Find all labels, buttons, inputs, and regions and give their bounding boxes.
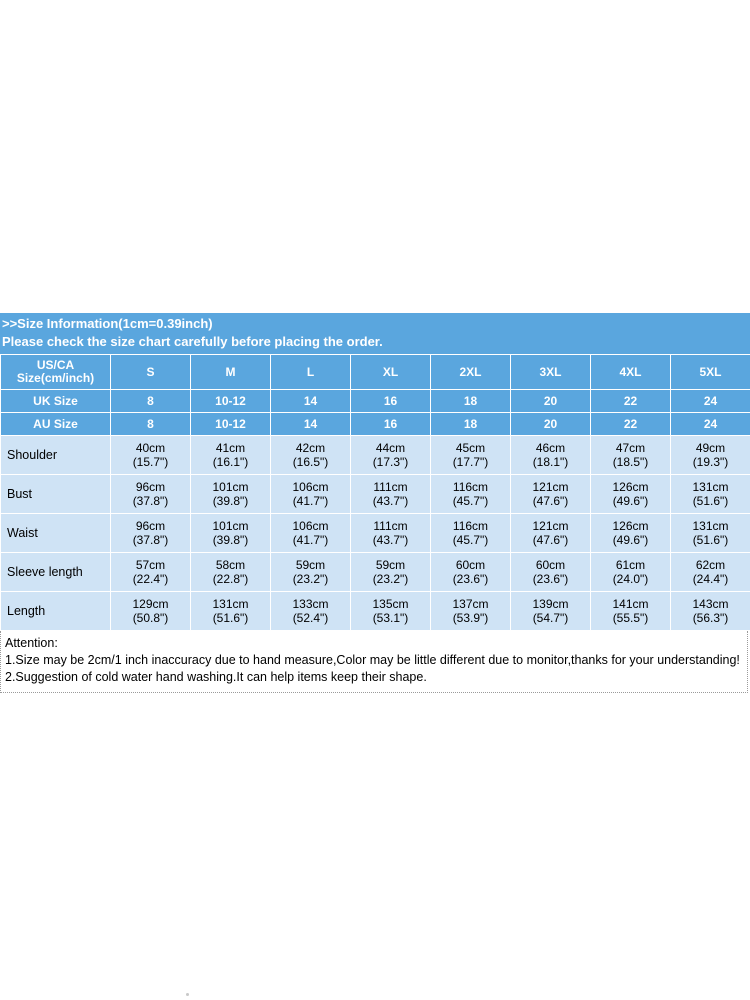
measure-cell [431, 514, 511, 553]
measure-cm: 59cm [375, 558, 406, 572]
measure-cm: 131cm [212, 597, 249, 611]
measure-inch: (43.7") [372, 533, 409, 547]
measure-cm: 41cm [215, 441, 246, 455]
banner-line-2: Please check the size chart carefully before placing the order. [2, 334, 383, 349]
measure-cell [671, 436, 750, 475]
measure-inch: (51.6") [212, 611, 249, 625]
measure-cm: 121cm [532, 480, 569, 494]
measure-cm: 141cm [612, 597, 649, 611]
measure-cm: 133cm [292, 597, 329, 611]
table-header-row-uk [1, 390, 750, 413]
measure-cell [111, 553, 191, 592]
au-size-cell: 20 [511, 413, 591, 436]
measure-inch: (37.8") [132, 494, 169, 508]
measure-inch: (16.1") [212, 455, 249, 469]
table-row [1, 436, 750, 475]
measure-cell [351, 553, 431, 592]
measure-cell [431, 553, 511, 592]
measure-inch: (49.6") [612, 533, 649, 547]
header-cell-size: S [111, 355, 191, 390]
au-size-cell: 22 [591, 413, 671, 436]
measure-cm: 60cm [455, 558, 486, 572]
measure-cell [271, 436, 351, 475]
size-chart-container [0, 313, 750, 693]
measure-cm: 111cm [373, 519, 408, 533]
uk-size-cell: 18 [431, 390, 511, 413]
measure-cell [431, 436, 511, 475]
attention-note [0, 631, 748, 693]
au-size-cell: 24 [671, 413, 750, 436]
row-label: Sleeve length [1, 553, 111, 592]
measure-inch: (17.3") [372, 455, 409, 469]
measure-cm: 58cm [215, 558, 246, 572]
measure-inch: (52.4") [292, 611, 329, 625]
au-size-cell: 14 [271, 413, 351, 436]
measure-cell [591, 436, 671, 475]
measure-cell [111, 592, 191, 631]
measure-cm: 131cm [692, 480, 729, 494]
size-chart-table [0, 354, 750, 631]
measure-cm: 106cm [292, 519, 329, 533]
measure-inch: (18.1") [532, 455, 569, 469]
measure-cm: 42cm [295, 441, 326, 455]
measure-cell [111, 475, 191, 514]
banner-line-1: >>Size Information(1cm=0.39inch) [2, 316, 213, 331]
measure-cm: 135cm [372, 597, 409, 611]
measure-inch: (39.8") [212, 533, 249, 547]
measure-cell [591, 514, 671, 553]
measure-inch: (47.6") [532, 494, 569, 508]
size-information-banner [0, 313, 750, 354]
measure-inch: (45.7") [452, 494, 489, 508]
measure-cm: 121cm [532, 519, 569, 533]
table-row [1, 475, 750, 514]
measure-inch: (24.0") [612, 572, 649, 586]
uk-size-cell: 8 [111, 390, 191, 413]
measure-cm: 106cm [292, 480, 329, 494]
row-label: Bust [1, 475, 111, 514]
measure-inch: (15.7") [132, 455, 169, 469]
measure-inch: (16.5") [292, 455, 329, 469]
measure-cell [671, 592, 750, 631]
au-size-cell: 18 [431, 413, 511, 436]
attention-line-2: 2.Suggestion of cold water hand washing.It can help items keep their shape. [5, 670, 427, 684]
measure-cm: 60cm [535, 558, 566, 572]
attention-title: Attention: [5, 636, 58, 650]
measure-cell [671, 514, 750, 553]
uk-size-cell: 20 [511, 390, 591, 413]
measure-cell [671, 475, 750, 514]
header-cell-uscs-label [1, 355, 111, 390]
measure-inch: (41.7") [292, 533, 329, 547]
measure-cell [431, 475, 511, 514]
measure-cell [671, 553, 750, 592]
measure-inch: (18.5") [612, 455, 649, 469]
header-cell-size: 4XL [591, 355, 671, 390]
measure-cell [111, 514, 191, 553]
measure-inch: (22.4") [132, 572, 169, 586]
measure-cm: 49cm [695, 441, 726, 455]
measure-inch: (23.2") [292, 572, 329, 586]
header-cell-uk-label: UK Size [1, 390, 111, 413]
measure-cell [191, 436, 271, 475]
measure-cm: 96cm [135, 480, 166, 494]
measure-inch: (43.7") [372, 494, 409, 508]
header-cell-size: XL [351, 355, 431, 390]
table-row [1, 514, 750, 553]
measure-cm: 139cm [532, 597, 569, 611]
measure-cm: 45cm [455, 441, 486, 455]
measure-inch: (24.4") [692, 572, 729, 586]
header-cell-size: 3XL [511, 355, 591, 390]
measure-inch: (17.7") [452, 455, 489, 469]
measure-cm: 46cm [535, 441, 566, 455]
measure-inch: (47.6") [532, 533, 569, 547]
measure-cm: 61cm [615, 558, 646, 572]
page-artifact-dot [186, 993, 189, 996]
measure-inch: (37.8") [132, 533, 169, 547]
uk-size-cell: 10-12 [191, 390, 271, 413]
measure-cell [191, 553, 271, 592]
measure-inch: (51.6") [692, 494, 729, 508]
row-label: Length [1, 592, 111, 631]
measure-cell [511, 553, 591, 592]
measure-cm: 111cm [373, 480, 408, 494]
attention-line-1: 1.Size may be 2cm/1 inch inaccuracy due to hand measure,Color may be little different due to monitor,thanks for your understanding! [5, 653, 740, 667]
measure-inch: (54.7") [532, 611, 569, 625]
row-label: Waist [1, 514, 111, 553]
measure-cell [351, 514, 431, 553]
header-cell-size: 5XL [671, 355, 750, 390]
header-cell-au-label: AU Size [1, 413, 111, 436]
measure-cell [591, 553, 671, 592]
measure-inch: (50.8") [132, 611, 169, 625]
header-label-line1: US/CA [36, 358, 75, 372]
uk-size-cell: 16 [351, 390, 431, 413]
measure-inch: (41.7") [292, 494, 329, 508]
measure-cell [271, 514, 351, 553]
measure-cm: 101cm [212, 519, 249, 533]
row-label: Shoulder [1, 436, 111, 475]
measure-inch: (22.8") [212, 572, 249, 586]
measure-cell [591, 475, 671, 514]
measure-inch: (23.6") [452, 572, 489, 586]
measure-cell [271, 475, 351, 514]
measure-cm: 126cm [612, 480, 649, 494]
measure-inch: (49.6") [612, 494, 649, 508]
measure-cm: 126cm [612, 519, 649, 533]
uk-size-cell: 24 [671, 390, 750, 413]
table-header-row-au [1, 413, 750, 436]
measure-cell [511, 436, 591, 475]
measure-cm: 47cm [615, 441, 646, 455]
measure-cell [591, 592, 671, 631]
au-size-cell: 10-12 [191, 413, 271, 436]
measure-cm: 116cm [452, 519, 489, 533]
measure-cell [351, 436, 431, 475]
au-size-cell: 16 [351, 413, 431, 436]
measure-cm: 101cm [212, 480, 249, 494]
measure-cm: 59cm [295, 558, 326, 572]
measure-inch: (23.2") [372, 572, 409, 586]
measure-cm: 96cm [135, 519, 166, 533]
measure-cm: 40cm [135, 441, 166, 455]
measure-inch: (39.8") [212, 494, 249, 508]
measure-cm: 57cm [135, 558, 166, 572]
measure-cell [351, 592, 431, 631]
measure-cell [511, 592, 591, 631]
measure-inch: (53.1") [372, 611, 409, 625]
measure-cm: 62cm [695, 558, 726, 572]
measure-cell [191, 514, 271, 553]
header-cell-size: 2XL [431, 355, 511, 390]
measure-cell [271, 592, 351, 631]
measure-cell [111, 436, 191, 475]
measure-inch: (53.9") [452, 611, 489, 625]
measure-cell [191, 592, 271, 631]
uk-size-cell: 22 [591, 390, 671, 413]
measure-cell [271, 553, 351, 592]
measure-cm: 129cm [132, 597, 169, 611]
measure-inch: (56.3") [692, 611, 729, 625]
measure-inch: (23.6") [532, 572, 569, 586]
measure-inch: (55.5") [612, 611, 649, 625]
measure-inch: (19.3") [692, 455, 729, 469]
measure-cell [351, 475, 431, 514]
measure-cm: 143cm [692, 597, 729, 611]
au-size-cell: 8 [111, 413, 191, 436]
measure-inch: (51.6") [692, 533, 729, 547]
table-header-row-uscs [1, 355, 750, 390]
measure-cm: 116cm [452, 480, 489, 494]
measure-cm: 44cm [375, 441, 406, 455]
measure-cell [511, 475, 591, 514]
table-row [1, 553, 750, 592]
uk-size-cell: 14 [271, 390, 351, 413]
measure-cell [191, 475, 271, 514]
measure-cell [431, 592, 511, 631]
measure-cm: 137cm [452, 597, 489, 611]
measure-inch: (45.7") [452, 533, 489, 547]
measure-cell [511, 514, 591, 553]
header-label-line2: Size(cm/inch) [16, 371, 95, 385]
header-cell-size: M [191, 355, 271, 390]
table-row [1, 592, 750, 631]
header-cell-size: L [271, 355, 351, 390]
measure-cm: 131cm [692, 519, 729, 533]
